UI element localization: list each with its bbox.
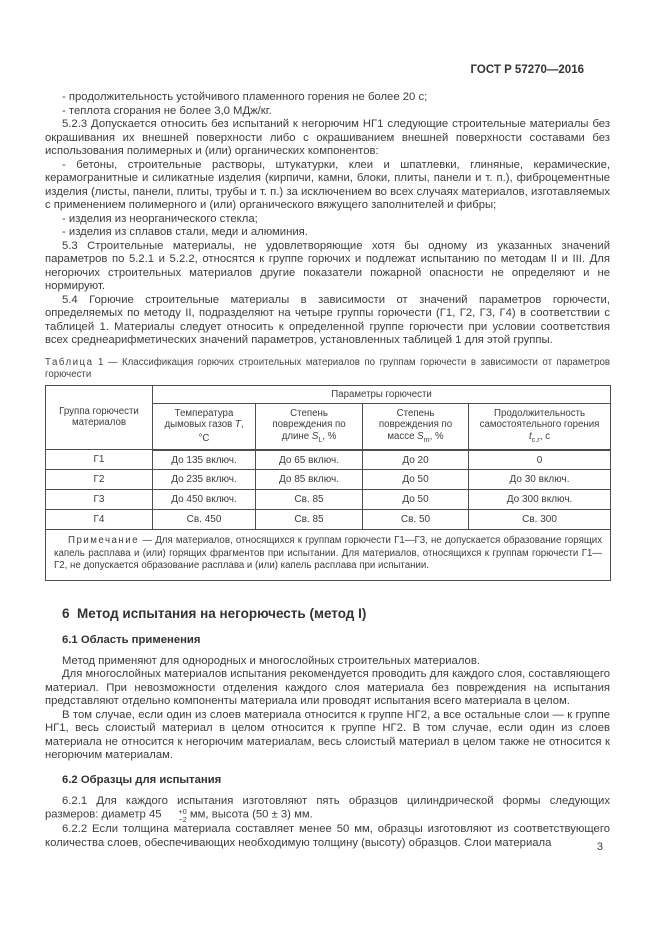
- value-cell: Св. 50: [363, 510, 469, 530]
- table-row: [46, 490, 611, 510]
- value-cell: До 20: [363, 450, 469, 470]
- section-6-1-heading: 6.1 Область применения: [62, 633, 201, 646]
- value-cell: Св. 85: [256, 510, 363, 530]
- group-cell: Г3: [46, 490, 153, 510]
- tolerance-stack: +0 −2: [178, 807, 187, 824]
- clause-list-item: - изделия из сплавов стали, меди и алюминия.: [62, 226, 308, 238]
- value-cell: Св. 450: [153, 510, 256, 530]
- col-header-damage-mass: Степень повреждения по массе $S_m$, %: [363, 403, 469, 450]
- group-cell: Г1: [46, 450, 153, 470]
- value-cell: До 50: [363, 470, 469, 490]
- clause-6-1-p3: В том случае, если один из слоев материала относится к группе НГ2, а все остальные слои — к группе НГ1, весь слоистый материал в целом относится к группе НГ2. В том случае, если один из слоев материала не относится к негорючим материалам, весь слоистый материал в целом также не относится к негорючим материалам.: [45, 708, 610, 762]
- table-caption: [45, 357, 610, 381]
- note-label: Примечание: [68, 535, 140, 547]
- table-header-row-span: [46, 385, 611, 403]
- clause-5-4: 5.4 Горючие строительные материалы в зависимости от значений параметров горючести, определяемых по методу II, подразделяют на четыре группы горючести (Г1, Г2, Г3, Г4) в соответствии с таблицей 1. Материалы следует относить к определенной группе горючести при условии соответствия всех среднеарифметических значений параметров, установленных таблицей 1 для этой группы.: [45, 293, 610, 346]
- col-header-burning-duration: Продолжительность самостоятельного горения $t_{с.г}$, с: [469, 403, 611, 450]
- flammability-groups-table: [45, 385, 611, 581]
- value-cell: До 450 включ.: [153, 490, 256, 510]
- group-cell: Г2: [46, 470, 153, 490]
- group-cell: Г4: [46, 510, 153, 530]
- doc-header: ГОСТ Р 57270—2016: [470, 64, 584, 76]
- value-cell: 0: [469, 450, 611, 470]
- clause-list-item: - теплота сгорания не более 3,0 МДж/кг.: [62, 104, 272, 117]
- clause-5-2-3: 5.2.3 Допускается относить без испытаний к негорючим НГ1 следующие строительные материалы без окрашивания их внешней поверхности либо с окрашиванием внешней поверхности составами без использования полимерных и (или) органических компонентов:: [45, 118, 610, 157]
- table-row: [46, 510, 611, 530]
- page-content: [45, 64, 610, 850]
- table-note-row: [46, 530, 611, 581]
- clause-list-item: - изделия из неорганического стекла;: [62, 212, 258, 225]
- value-cell: До 50: [363, 490, 469, 510]
- col-header-damage-length: Степень повреждения по длине $S_L$, %: [256, 403, 363, 450]
- col-header-group: Группа горючести материалов: [46, 385, 153, 450]
- clause-6-1-p2: Для многослойных материалов испытания рекомендуется проводить для каждого слоя, составляющего материал. При невозможности отделения каждого слоя материала без повреждения на испытания представляют отдельно компоненты материала или проводят испытания всего материала в целом.: [45, 668, 610, 708]
- col-header-temperature: Температура дымовых газов T, °С: [153, 403, 256, 450]
- table-row: [46, 470, 611, 490]
- value-cell: До 235 включ.: [153, 470, 256, 490]
- col-header-parameters: Параметры горючести: [153, 385, 611, 403]
- value-cell: До 65 включ.: [256, 450, 363, 470]
- table-caption-text: 1 — Классификация горючих строительных материалов по группам горючести в зависимости от параметров горючести: [45, 356, 610, 380]
- clause-6-1-p1: Метод применяют для однородных и многослойных строительных материалов.: [62, 654, 480, 667]
- value-cell: Св. 300: [469, 510, 611, 530]
- value-cell: Св. 85: [256, 490, 363, 510]
- table-note: [46, 530, 611, 581]
- diameter-value: 45: [148, 808, 162, 821]
- clause-6-2-2: 6.2.2 Если толщина материала составляет менее 50 мм, образцы изготовляют из соответствующего количества слоев, обеспечивающих необходимую толщину (высоту) образцов. Слои материала: [45, 823, 610, 849]
- clause-5-3: 5.3 Строительные материалы, не удовлетворяющие хотя бы одному из указанных значений параметров по 5.2.1 и 5.2.2, относятся к группе горючих и подлежат испытанию по методам II и III. Для негорючих строительных материалов другие показатели пожарной опасности не определяют и не нормируют.: [45, 239, 610, 292]
- table-caption-label: Таблица: [45, 356, 94, 368]
- section-6-heading: 6 Метод испытания на негорючесть (метод I): [62, 605, 367, 621]
- value-cell: До 300 включ.: [469, 490, 611, 510]
- value-cell: До 30 включ.: [469, 470, 611, 490]
- note-text: — Для материалов, относящихся к группам горючести Г1—Г3, не допускается образование горящих капель расплава и (или) горящих фрагментов при испытании. Для материалов, относящихся к группам горючести Г1—Г2, не допускается образование расплава и (или) капель расплава при испытании.: [54, 535, 603, 572]
- table-row: [46, 450, 611, 470]
- clause-list-item: - продолжительность устойчивого пламенного горения не более 20 с;: [62, 91, 428, 103]
- clause-6-2-1: 6.2.1 Для каждого испытания изготовляют пять образцов цилиндрической формы следующих размеров: диаметр 45 +0 −2 мм, высота (50 ± 3) мм.: [45, 794, 610, 824]
- value-cell: До 135 включ.: [153, 450, 256, 470]
- value-cell: До 85 включ.: [256, 470, 363, 490]
- section-6-2-heading: 6.2 Образцы для испытания: [62, 773, 222, 786]
- page-number: 3: [596, 841, 603, 853]
- clause-list-item: - бетоны, строительные растворы, штукатурки, клеи и шпатлевки, глиняные, керамические, керамогранитные и силикатные изделия (кирпичи, камни, блоки, плиты, панели и т. п.), фиброцементные изделия (листы, панели, плиты, трубы и т. п.) за исключением во всех случаях материалов, изготавляемых с применением полимерного и (или) органического вяжущего заполнителей и фибры;: [45, 158, 610, 211]
